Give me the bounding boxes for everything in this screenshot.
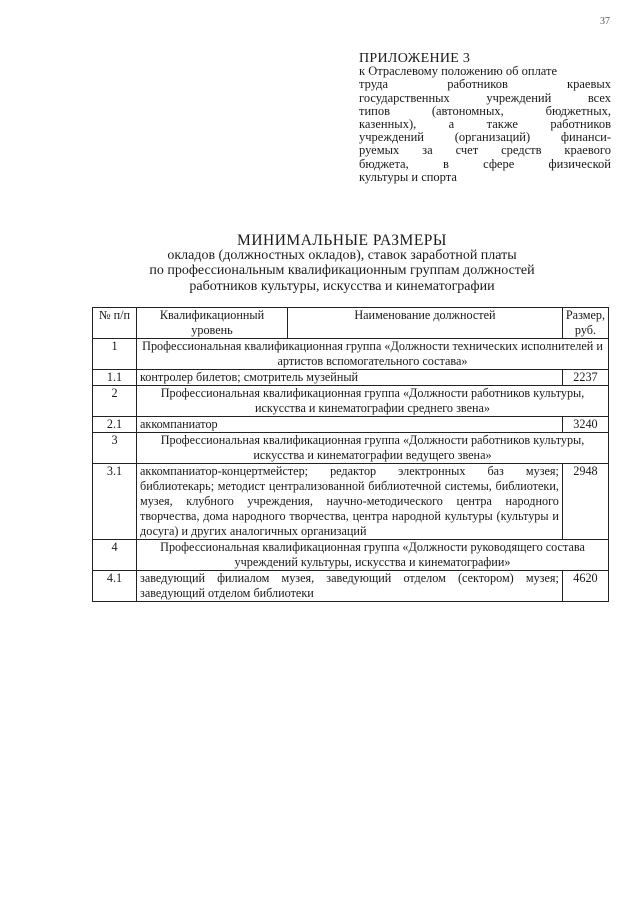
header-level: Квалификационный уровень (137, 308, 288, 339)
row-num: 3.1 (93, 464, 137, 540)
heading-line: по профессиональным квалификационным группам должностей (149, 263, 535, 279)
group-title: Профессиональная квалификационная группа «Должности руководящего состава учреждений культуры, искусства и кинематографии» (137, 540, 609, 571)
heading-line: работников культуры, искусства и кинематографии (189, 278, 495, 294)
appendix-line: руемых за счет средств краевого (359, 143, 611, 158)
group-title: Профессиональная квалификационная группа «Должности технических исполнителей и артистов вспомогательного состава» (137, 339, 609, 370)
table-row (93, 433, 609, 464)
salary-amount: 3240 (562, 417, 608, 433)
table-row (93, 386, 609, 417)
table-row (93, 339, 609, 370)
appendix-line: труда работников краевых (359, 77, 611, 92)
position-list: контролер билетов; смотритель музейный (137, 370, 563, 386)
document-heading (0, 233, 640, 294)
appendix-line: бюджета, в сфере физической (359, 156, 611, 171)
salary-amount: 2948 (562, 464, 608, 540)
appendix-block (359, 52, 611, 184)
heading-line: окладов (должностных окладов), ставок заработной платы (167, 248, 517, 264)
row-num: 4 (93, 540, 137, 571)
header-name: Наименование должностей (288, 308, 563, 339)
group-title: Профессиональная квалификационная группа «Должности работников культуры, искусства и кинематографии ведущего звена» (137, 433, 609, 464)
page-number: 37 (600, 16, 610, 27)
row-num: 2 (93, 386, 137, 417)
table-row (93, 417, 609, 433)
appendix-title: ПРИЛОЖЕНИЕ 3 (359, 51, 471, 66)
salary-amount: 2237 (562, 370, 608, 386)
header-amount: Размер, руб. (562, 308, 608, 339)
salary-amount: 4620 (562, 571, 608, 602)
table-row (93, 370, 609, 386)
row-num: 1 (93, 339, 137, 370)
row-num: 4.1 (93, 571, 137, 602)
salary-table (92, 307, 609, 602)
table-row (93, 540, 609, 571)
position-list: аккомпаниатор-концертмейстер; редактор электронных баз музея; библиотекарь; методист централизованной библиотечной системы, библиотеки, музея, клубного учреждения, научно-методического центра народного творчества, дома народного творчества, центра народной культуры (культуры и досуга) и других аналогичных организаций (137, 464, 563, 540)
heading-title: МИНИМАЛЬНЫЕ РАЗМЕРЫ (237, 232, 447, 249)
position-list: аккомпаниатор (137, 417, 563, 433)
row-num: 1.1 (93, 370, 137, 386)
row-num: 3 (93, 433, 137, 464)
appendix-line: казенных), а также работников (359, 117, 611, 132)
appendix-line: культуры и спорта (359, 169, 457, 184)
table-row (93, 571, 609, 602)
table-row (93, 464, 609, 540)
header-num: № п/п (93, 308, 137, 339)
group-title: Профессиональная квалификационная группа «Должности работников культуры, искусства и кинематографии среднего звена» (137, 386, 609, 417)
position-list: заведующий филиалом музея, заведующий отделом (сектором) музея; заведующий отделом библиотеки (137, 571, 563, 602)
appendix-line: учреждений (организаций) финанси- (359, 130, 611, 145)
appendix-line: государственных учреждений всех (359, 90, 611, 105)
appendix-line: типов (автономных, бюджетных, (359, 103, 611, 118)
row-num: 2.1 (93, 417, 137, 433)
table-header-row (93, 308, 609, 339)
appendix-line: к Отраслевому положению об оплате (359, 64, 558, 79)
